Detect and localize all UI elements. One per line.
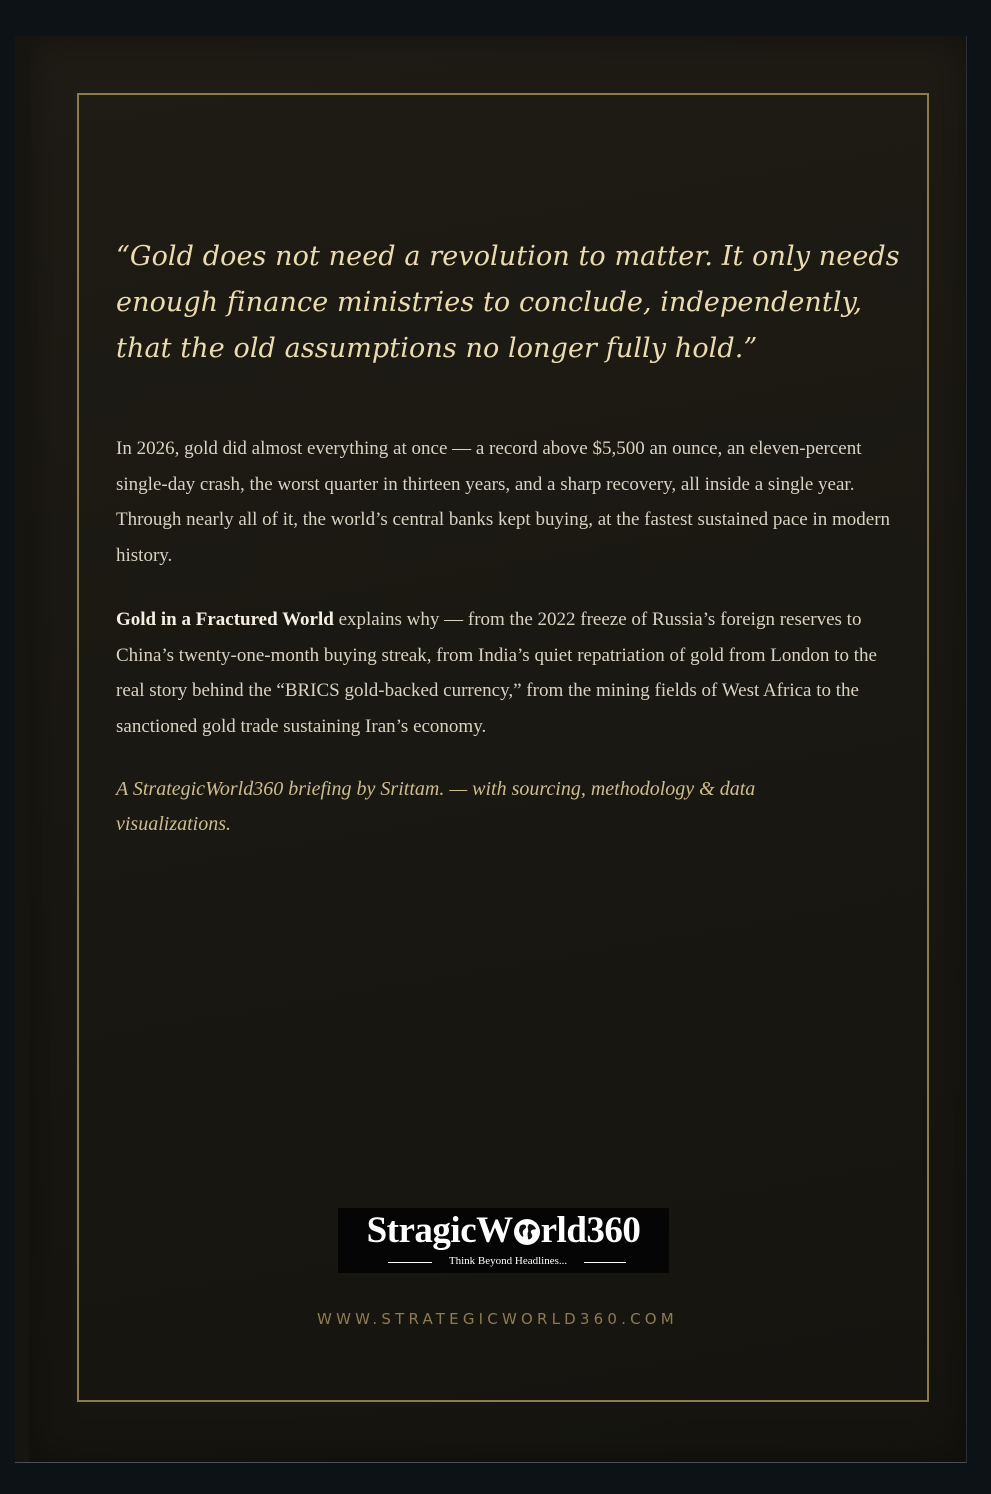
description-paragraph-2-text: explains why — from the 2022 freeze of Russia’s foreign reserves to China’s twenty-one-month buying streak, from India’s quiet repatriation of gold from London to the real story behind the “BRICS gold-backed currency,” from the mining fields of West Africa to the sanctioned gold trade sustaining Iran’s economy. (116, 609, 877, 737)
description-paragraph-2 (116, 602, 891, 744)
logo-wordmark (338, 1210, 669, 1252)
tagline-rule-left (388, 1262, 432, 1263)
logo-tagline: Think Beyond Headlines... (448, 1255, 568, 1267)
tagline-row (338, 1253, 669, 1269)
logo-text-end: rld360 (540, 1210, 641, 1251)
strategicworld360-logo (338, 1208, 669, 1273)
byline: A StrategicWorld360 briefing by Srittam. — with sourcing, methodology & data visualizations. (116, 778, 756, 835)
back-cover-page (29, 36, 966, 1462)
pull-quote: “Gold does not need a revolution to matter. It only needs enough finance ministries to conclude, independently, that the old assumptions no longer fully hold.” (116, 241, 900, 364)
globe-icon (514, 1219, 540, 1245)
tagline-rule-right (584, 1262, 626, 1263)
book-title: Gold in a Fractured World (116, 609, 334, 630)
website-url: WWW.STRATEGICWORLD360.COM (317, 1310, 678, 1328)
logo-text-start: StragicW (366, 1210, 513, 1251)
description-paragraph-1: In 2026, gold did almost everything at once — a record above $5,500 an ounce, an eleven-percent single-day crash, the worst quarter in thirteen years, and a sharp recovery, all inside a single year. Through nearly all of it, the world’s central banks kept buying, at the fastest sustained pace in modern history. (116, 438, 891, 566)
